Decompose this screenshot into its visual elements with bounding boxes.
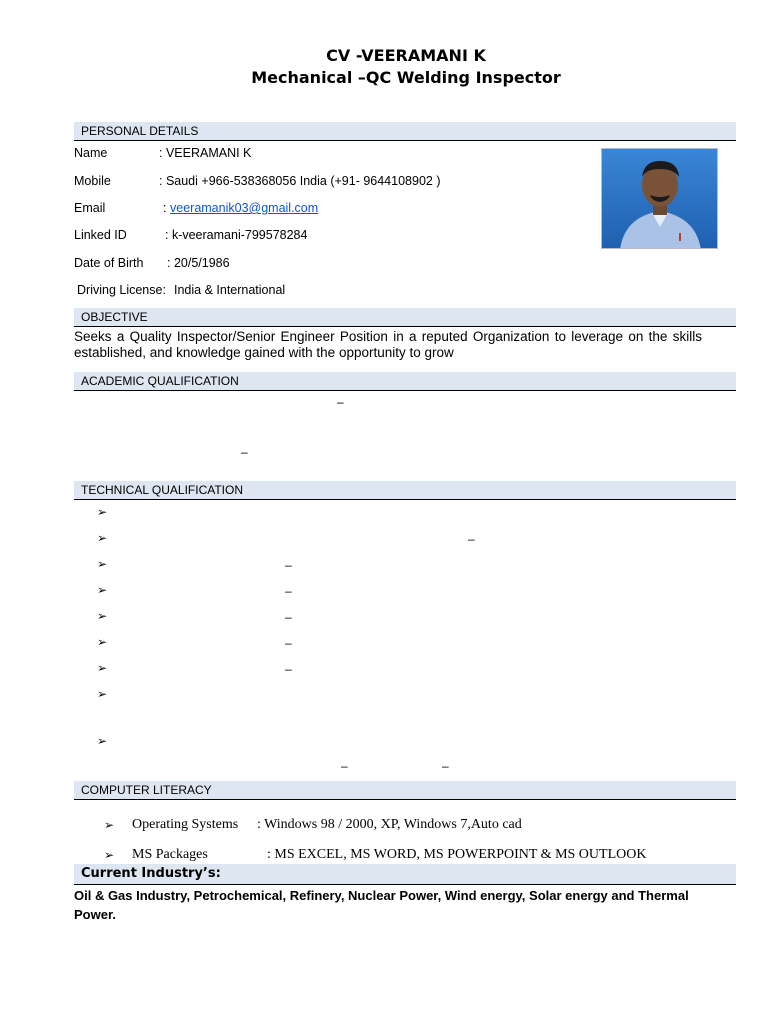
technical-dash-4: – — [285, 584, 292, 598]
section-current-industry: Current Industry’s: — [74, 864, 736, 885]
linkedin-value: : k-veeramani-799578284 — [165, 228, 308, 242]
name-row — [74, 145, 252, 161]
objective-text: Seeks a Quality Inspector/Senior Engineer Position in a reputed Organization to leverage on the skills established, and knowledge gained with the opportunity to grow — [74, 329, 702, 360]
ms-label: MS Packages — [132, 847, 208, 862]
ms-value: : MS EXCEL, MS WORD, MS POWERPOINT & MS OUTLOOK — [267, 847, 647, 862]
computer-bullet-os: ➢ — [104, 818, 115, 832]
technical-bullet-3: ➢ — [97, 557, 108, 571]
technical-bullet-8: ➢ — [97, 687, 108, 701]
profile-photo-image — [602, 149, 718, 249]
linkedin-label: Linked ID — [74, 228, 127, 242]
profile-photo — [601, 148, 718, 249]
technical-dash-9b: – — [442, 759, 449, 773]
section-personal-details: PERSONAL DETAILS — [74, 122, 736, 141]
page-subtitle: Mechanical –QC Welding Inspector — [251, 68, 561, 87]
section-objective: OBJECTIVE — [74, 308, 736, 327]
email-separator: : — [163, 201, 167, 215]
email-row — [74, 200, 319, 216]
technical-bullet-2: ➢ — [97, 531, 108, 545]
academic-dash-2: – — [241, 445, 248, 459]
technical-dash-6: – — [285, 636, 292, 650]
dob-label: Date of Birth — [74, 256, 144, 270]
email-label: Email — [74, 201, 106, 215]
linkedin-row — [74, 227, 308, 243]
email-link[interactable]: veeramanik03@gmail.com — [170, 201, 319, 215]
os-value: : Windows 98 / 2000, XP, Windows 7,Auto cad — [257, 817, 522, 832]
technical-bullet-4: ➢ — [97, 583, 108, 597]
technical-bullet-5: ➢ — [97, 609, 108, 623]
industry-text: Oil & Gas Industry, Petrochemical, Refinery, Nuclear Power, Wind energy, Solar energy and Thermal Power. — [74, 888, 689, 922]
technical-bullet-7: ➢ — [97, 661, 108, 675]
name-label: Name — [74, 146, 108, 160]
technical-bullet-9: ➢ — [97, 734, 108, 748]
technical-dash-5: – — [285, 610, 292, 624]
dob-row — [74, 255, 230, 271]
name-value: : VEERAMANI K — [159, 146, 252, 160]
section-technical-qualification: TECHNICAL QUALIFICATION — [74, 481, 736, 500]
dob-value: : 20/5/1986 — [167, 256, 230, 270]
technical-dash-9a: – — [341, 759, 348, 773]
mobile-value: : Saudi +966-538368056 India (+91- 9644108902 ) — [159, 174, 441, 188]
technical-bullet-6: ➢ — [97, 635, 108, 649]
license-row — [77, 282, 286, 298]
technical-dash-2: – — [468, 532, 475, 546]
computer-bullet-ms: ➢ — [104, 848, 115, 862]
technical-dash-7: – — [285, 662, 292, 676]
technical-bullet-1: ➢ — [97, 505, 108, 519]
license-value: India & International — [174, 283, 286, 297]
page-title: CV -VEERAMANI K — [326, 46, 486, 65]
section-academic-qualification: ACADEMIC QUALIFICATION — [74, 372, 736, 391]
academic-dash-1: – — [337, 395, 344, 409]
technical-dash-3: – — [285, 558, 292, 572]
mobile-label: Mobile — [74, 174, 111, 188]
license-label: Driving License: — [77, 283, 166, 297]
mobile-row — [74, 173, 441, 189]
os-label: Operating Systems — [132, 817, 239, 832]
section-computer-literacy: COMPUTER LITERACY — [74, 781, 736, 800]
